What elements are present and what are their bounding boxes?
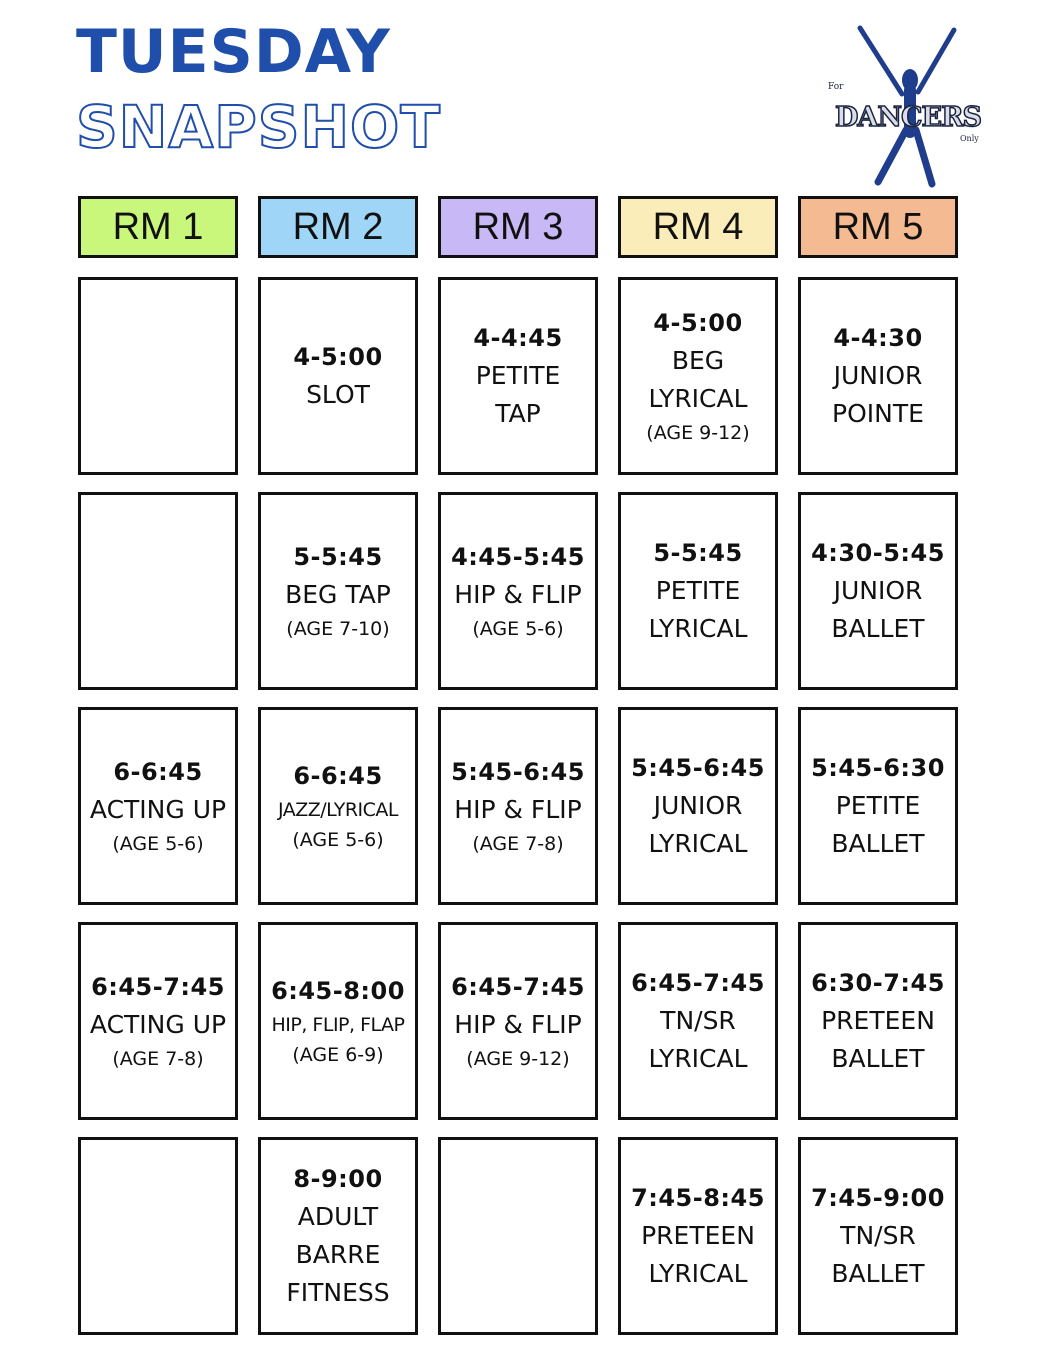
class-name: BEG TAP [285, 580, 391, 609]
class-slot [798, 707, 958, 905]
class-name: HIP & FLIP [454, 795, 582, 824]
logo-wordmark: DANCERS [834, 102, 982, 133]
class-name: LYRICAL [648, 1044, 748, 1073]
class-age: (AGE 5-6) [292, 829, 384, 851]
class-time: 6:45-7:45 [91, 973, 225, 1001]
class-time: 5:45-6:30 [811, 754, 945, 782]
class-name: BEG [671, 346, 725, 375]
class-name: LYRICAL [648, 384, 748, 413]
class-name: ADULT [297, 1202, 379, 1231]
class-name: JUNIOR [833, 576, 923, 605]
schedule-grid [78, 277, 958, 1335]
class-time: 6:30-7:45 [811, 969, 945, 997]
class-slot [618, 492, 778, 690]
studio-logo [826, 22, 990, 190]
class-slot [438, 922, 598, 1120]
class-age: (AGE 5-6) [112, 833, 204, 855]
logo-for-text: For [828, 82, 844, 92]
class-name: TN/SR [660, 1006, 736, 1035]
class-age: (AGE 7-8) [472, 833, 564, 855]
class-name: TN/SR [840, 1221, 916, 1250]
class-time: 5-5:45 [293, 543, 383, 571]
class-slot [798, 277, 958, 475]
class-slot [438, 707, 598, 905]
class-age: (AGE 6-9) [292, 1044, 384, 1066]
class-slot [258, 492, 418, 690]
class-name: PETITE [835, 791, 921, 820]
class-time: 5:45-6:45 [631, 754, 765, 782]
class-time: 5-5:45 [653, 539, 743, 567]
class-name: PETITE [475, 361, 561, 390]
class-name: TAP [495, 399, 541, 428]
class-name: BALLET [831, 829, 925, 858]
class-name: SLOT [306, 380, 370, 409]
schedule-row [78, 492, 958, 690]
class-name: HIP, FLIP, FLAP [271, 1014, 405, 1036]
class-slot [438, 277, 598, 475]
class-slot [78, 707, 238, 905]
class-time: 6-6:45 [293, 762, 383, 790]
schedule-row [78, 922, 958, 1120]
class-slot [618, 1137, 778, 1335]
class-time: 4:30-5:45 [811, 539, 945, 567]
class-time: 4:45-5:45 [451, 543, 585, 571]
class-time: 8-9:00 [293, 1165, 383, 1193]
class-name: BARRE FITNESS [286, 1240, 390, 1307]
class-name: PETITE [655, 576, 741, 605]
class-name: HIP & FLIP [454, 1010, 582, 1039]
class-name: LYRICAL [648, 1259, 748, 1288]
class-name: ACTING UP [89, 1010, 227, 1039]
room-header-4: RM 4 [618, 196, 778, 258]
class-slot [798, 1137, 958, 1335]
class-time: 7:45-9:00 [811, 1184, 945, 1212]
class-name: BALLET [831, 1044, 925, 1073]
class-age: (AGE 7-8) [112, 1048, 204, 1070]
room-header-5: RM 5 [798, 196, 958, 258]
class-time: 4-4:30 [833, 324, 923, 352]
class-name: BALLET [831, 1259, 925, 1288]
class-slot [258, 707, 418, 905]
room-header-1: RM 1 [78, 196, 238, 258]
class-name: LYRICAL [648, 829, 748, 858]
class-name: JUNIOR [833, 361, 923, 390]
class-time: 4-5:00 [293, 343, 383, 371]
class-slot [618, 277, 778, 475]
class-time: 6:45-7:45 [451, 973, 585, 1001]
class-time: 7:45-8:45 [631, 1184, 765, 1212]
class-age: (AGE 5-6) [472, 618, 564, 640]
class-time: 6:45-7:45 [631, 969, 765, 997]
class-slot [78, 492, 238, 690]
class-slot [78, 922, 238, 1120]
room-header-2: RM 2 [258, 196, 418, 258]
class-slot [258, 1137, 418, 1335]
class-slot [798, 922, 958, 1120]
class-name: LYRICAL [648, 614, 748, 643]
class-time: 6-6:45 [113, 758, 203, 786]
class-name: HIP & FLIP [454, 580, 582, 609]
class-name: POINTE [832, 399, 924, 428]
class-name: JUNIOR [653, 791, 743, 820]
schedule-row [78, 1137, 958, 1335]
room-header-3: RM 3 [438, 196, 598, 258]
class-name: PRETEEN [821, 1006, 935, 1035]
class-age: (AGE 7-10) [286, 618, 390, 640]
class-time: 4-4:45 [473, 324, 563, 352]
class-slot [258, 922, 418, 1120]
class-slot [618, 922, 778, 1120]
page-subtitle: SNAPSHOT [76, 93, 441, 161]
logo-only-text: Only [960, 134, 979, 143]
class-name: JAZZ/LYRICAL [277, 799, 399, 821]
class-slot [618, 707, 778, 905]
class-slot [438, 1137, 598, 1335]
class-slot [438, 492, 598, 690]
class-slot [258, 277, 418, 475]
class-slot [78, 1137, 238, 1335]
class-age: (AGE 9-12) [466, 1048, 570, 1070]
page-title: TUESDAY [76, 17, 391, 87]
class-time: 5:45-6:45 [451, 758, 585, 786]
class-slot [78, 277, 238, 475]
schedule-row [78, 707, 958, 905]
schedule-row [78, 277, 958, 475]
class-time: 4-5:00 [653, 309, 743, 337]
class-name: BALLET [831, 614, 925, 643]
class-time: 6:45-8:00 [271, 977, 405, 1005]
class-name: ACTING UP [89, 795, 227, 824]
class-age: (AGE 9-12) [646, 422, 750, 444]
class-slot [798, 492, 958, 690]
class-name: PRETEEN [641, 1221, 755, 1250]
room-header-row [78, 196, 958, 258]
